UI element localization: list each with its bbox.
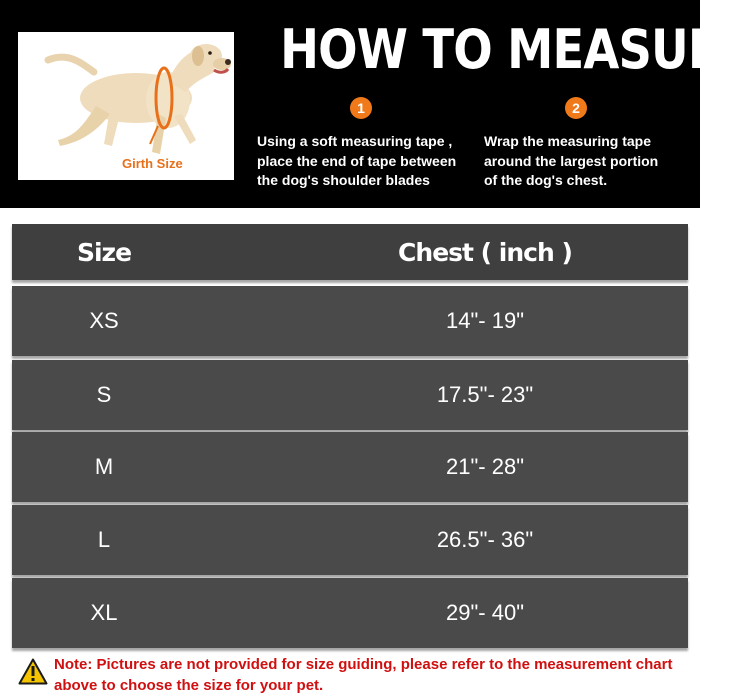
size-cell: XL xyxy=(90,600,118,625)
table-row xyxy=(12,578,688,648)
chest-cell: 26.5"- 36" xyxy=(436,527,534,552)
chest-cell: 21"- 28" xyxy=(446,454,524,479)
table-row xyxy=(12,432,688,502)
step-2-text: Wrap the measuring tape around the largest portion of the dog's chest. xyxy=(484,133,659,188)
table-header xyxy=(12,224,688,280)
size-cell: L xyxy=(97,527,111,552)
girth-size-label: Girth Size xyxy=(122,156,183,171)
step-2-badge: 2 xyxy=(565,97,587,119)
dog-photo xyxy=(18,32,234,180)
step-1-text: Using a soft measuring tape , place the end of tape between the dog's shoulder blades xyxy=(257,133,457,188)
sizing-note xyxy=(18,652,698,698)
note-body: Pictures are not provided for size guiding, please refer to the measurement chart above to choose the size for your pet. xyxy=(54,656,673,694)
column-header-size: Size xyxy=(76,237,132,267)
column-header-chest: Chest ( inch ) xyxy=(398,237,572,267)
table-row xyxy=(12,505,688,575)
chest-cell: 17.5"- 23" xyxy=(436,382,534,407)
size-cell: XS xyxy=(89,308,119,333)
page-title: HOW TO MEASURE xyxy=(280,18,754,81)
chest-cell: 14"- 19" xyxy=(446,308,524,333)
note-lead: Note: xyxy=(54,656,93,673)
note-text xyxy=(54,654,702,696)
warning-icon xyxy=(18,658,48,685)
size-cell: S xyxy=(96,382,112,407)
measure-banner xyxy=(0,0,754,208)
table-row xyxy=(12,360,688,430)
chest-cell: 29"- 40" xyxy=(446,600,524,625)
step-1-badge: 1 xyxy=(350,97,372,119)
size-cell: M xyxy=(94,454,114,479)
table-row xyxy=(12,286,688,356)
